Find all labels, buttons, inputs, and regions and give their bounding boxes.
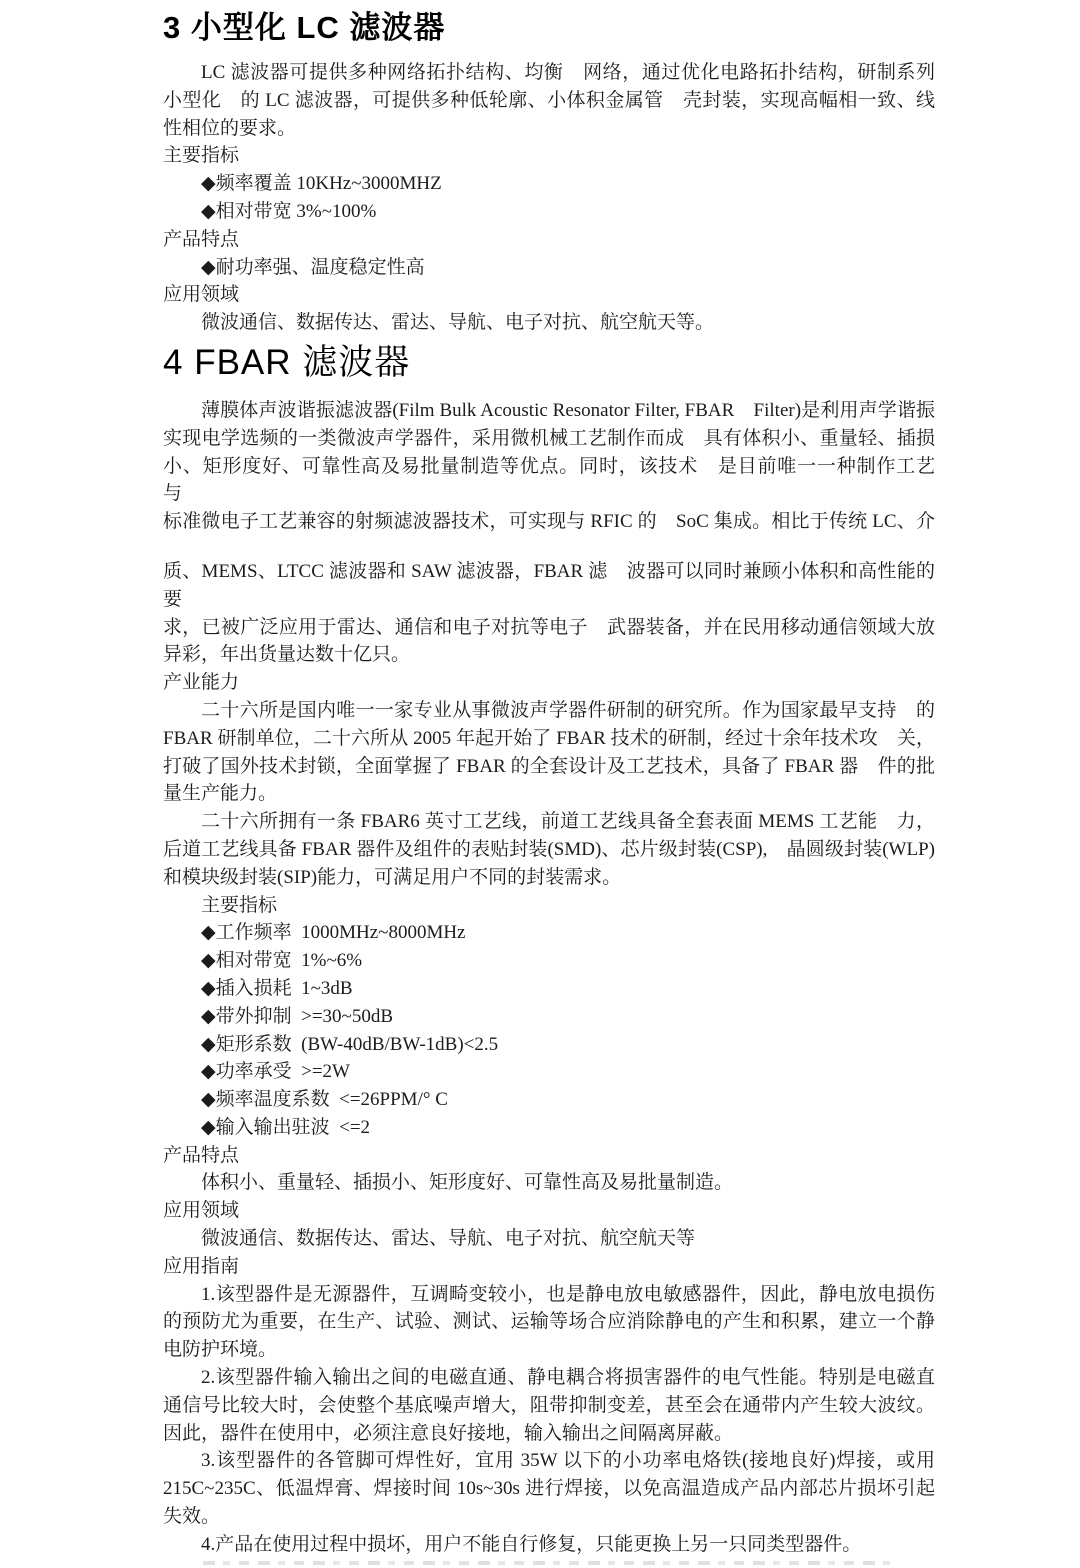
text-line: 电防护环境。: [163, 1339, 278, 1361]
text-line: 4.产品在使用过程中损坏，用户不能自行修复，只能更换上另一只同类型器件。: [201, 1533, 862, 1555]
text-line: ◆相对带宽 3%~100%: [201, 200, 377, 222]
clipped-text-line: [163, 1559, 935, 1568]
text-line: 通信号比较大时，会使整个基底噪声增大，阻带抑制变差，甚至会在通带内产生较大波纹。: [163, 1394, 935, 1416]
text-line: 薄膜体声波谐振滤波器(Film Bulk Acoustic Resonator Filter, FBAR Filter)是利用声学谐振: [201, 399, 935, 421]
text-line: 215C~235C、低温焊膏、焊接时间 10s~30s 进行焊接，以免高温造成产品内部芯片损坏引起: [163, 1478, 935, 1500]
text-line: ◆相对带宽 1%~6%: [201, 950, 363, 972]
text-line: ◆耐功率强、温度稳定性高: [201, 256, 425, 278]
section-3-body: [163, 59, 935, 337]
section-lc-filter: [163, 8, 935, 337]
text-line: 主要指标: [163, 145, 240, 167]
text-line: 求，已被广泛应用于雷达、通信和电子对抗等电子 武器装备，并在民用移动通信领域大放: [163, 616, 935, 638]
text-line: 二十六所是国内唯一一家专业从事微波声学器件研制的研究所。作为国家最早支持 的: [201, 699, 935, 721]
text-line: 小、矩形度好、可靠性高及易批量制造等优点。同时，该技术 是目前唯一一种制作工艺 与: [163, 455, 955, 505]
text-line: 3.该型器件的各管脚可焊性好，宜用 35W 以下的小功率电烙铁(接地良好)焊接，或用: [201, 1450, 935, 1472]
text-line: 产品特点: [163, 1144, 240, 1166]
text-line: ◆输入输出驻波 <=2: [201, 1116, 371, 1138]
text-line: 因此，器件在使用中，必须注意良好接地，输入输出之间隔离屏蔽。: [163, 1422, 734, 1444]
text-line: 和模块级封装(SIP)能力，可满足用户不同的封装需求。: [163, 866, 622, 888]
text-line: 的预防尤为重要，在生产、试验、测试、运输等场合应消除静电的产生和积累，建立一个静: [163, 1311, 935, 1333]
text-line: 性相位的要求。: [163, 117, 297, 139]
text-line: ◆带外抑制 >=30~50dB: [201, 1005, 393, 1027]
text-line: ◆矩形系数 (BW-40dB/BW-1dB)<2.5: [201, 1033, 499, 1055]
text-line: ◆频率覆盖 10KHz~3000MHZ: [201, 173, 442, 195]
text-line: 小型化 的 LC 滤波器，可提供多种低轮廓、小体积金属管 壳封装，实现高幅相一致、线: [163, 89, 935, 111]
line-spacer: [163, 536, 935, 558]
text-line: 产业能力: [163, 672, 240, 694]
text-line: 失效。: [163, 1506, 221, 1528]
section-4-body: [163, 397, 955, 1568]
text-line: 1.该型器件是无源器件，互调畸变较小，也是静电放电敏感器件，因此，静电放电损伤: [201, 1283, 935, 1305]
text-line: ◆频率温度系数 <=26PPM/° C: [201, 1089, 448, 1111]
text-line: 主要指标: [201, 894, 278, 916]
text-line: 微波通信、数据传达、雷达、导航、电子对抗、航空航天等。: [201, 312, 715, 334]
text-line: 实现电学选频的一类微波声学器件，采用微机械工艺制作而成 具有体积小、重量轻、插损: [163, 427, 935, 449]
section-3-title: 3 小型化 LC 滤波器: [163, 10, 446, 45]
text-line: ◆工作频率 1000MHz~8000MHz: [201, 922, 466, 944]
text-line: LC 滤波器可提供多种网络拓扑结构、均衡 网络，通过优化电路拓扑结构，研制系列: [201, 62, 935, 83]
text-line: FBAR 研制单位，二十六所从 2005 年起开始了 FBAR 技术的研制，经过十余年技术攻 关，: [163, 727, 935, 749]
text-line: ◆插入损耗 1~3dB: [201, 977, 353, 999]
text-line: 产品特点: [163, 228, 240, 250]
text-line: 2.该型器件输入输出之间的电磁直通、静电耦合将损害器件的电气性能。特别是电磁直: [201, 1367, 935, 1389]
text-line: 体积小、重量轻、插损小、矩形度好、可靠性高及易批量制造。: [201, 1172, 734, 1194]
text-line: 应用领域: [163, 284, 240, 306]
text-line: 标准微电子工艺兼容的射频滤波器技术，可实现与 RFIC 的 SoC 集成。相比于传统 LC、介: [163, 511, 935, 533]
text-line: 质、MEMS、LTCC 滤波器和 SAW 滤波器，FBAR 滤 波器可以同时兼顾小体积和高性能的要: [163, 560, 935, 610]
text-line: 量生产能力。: [163, 783, 278, 805]
text-line: 应用领域: [163, 1200, 240, 1222]
text-line: 异彩，年出货量达数十亿只。: [163, 644, 411, 666]
text-line: ◆功率承受 >=2W: [201, 1061, 350, 1083]
document-content: [163, 8, 955, 1568]
text-line: 微波通信、数据传达、雷达、导航、电子对抗、航空航天等: [201, 1228, 696, 1250]
text-line: 后道工艺线具备 FBAR 器件及组件的表贴封装(SMD)、芯片级封装(CSP), 晶圆级封装(WLP): [163, 838, 935, 860]
section-fbar-filter: [163, 342, 955, 1568]
section-4-title: 4 FBAR 滤波器: [163, 342, 411, 382]
text-line: 打破了国外技术封锁，全面掌握了 FBAR 的全套设计及工艺技术，具备了 FBAR 器 件的批: [163, 755, 935, 777]
text-line: 二十六所拥有一条 FBAR6 英寸工艺线，前道工艺线具备全套表面 MEMS 工艺能 力，: [201, 811, 935, 833]
text-line: 应用指南: [163, 1255, 240, 1277]
